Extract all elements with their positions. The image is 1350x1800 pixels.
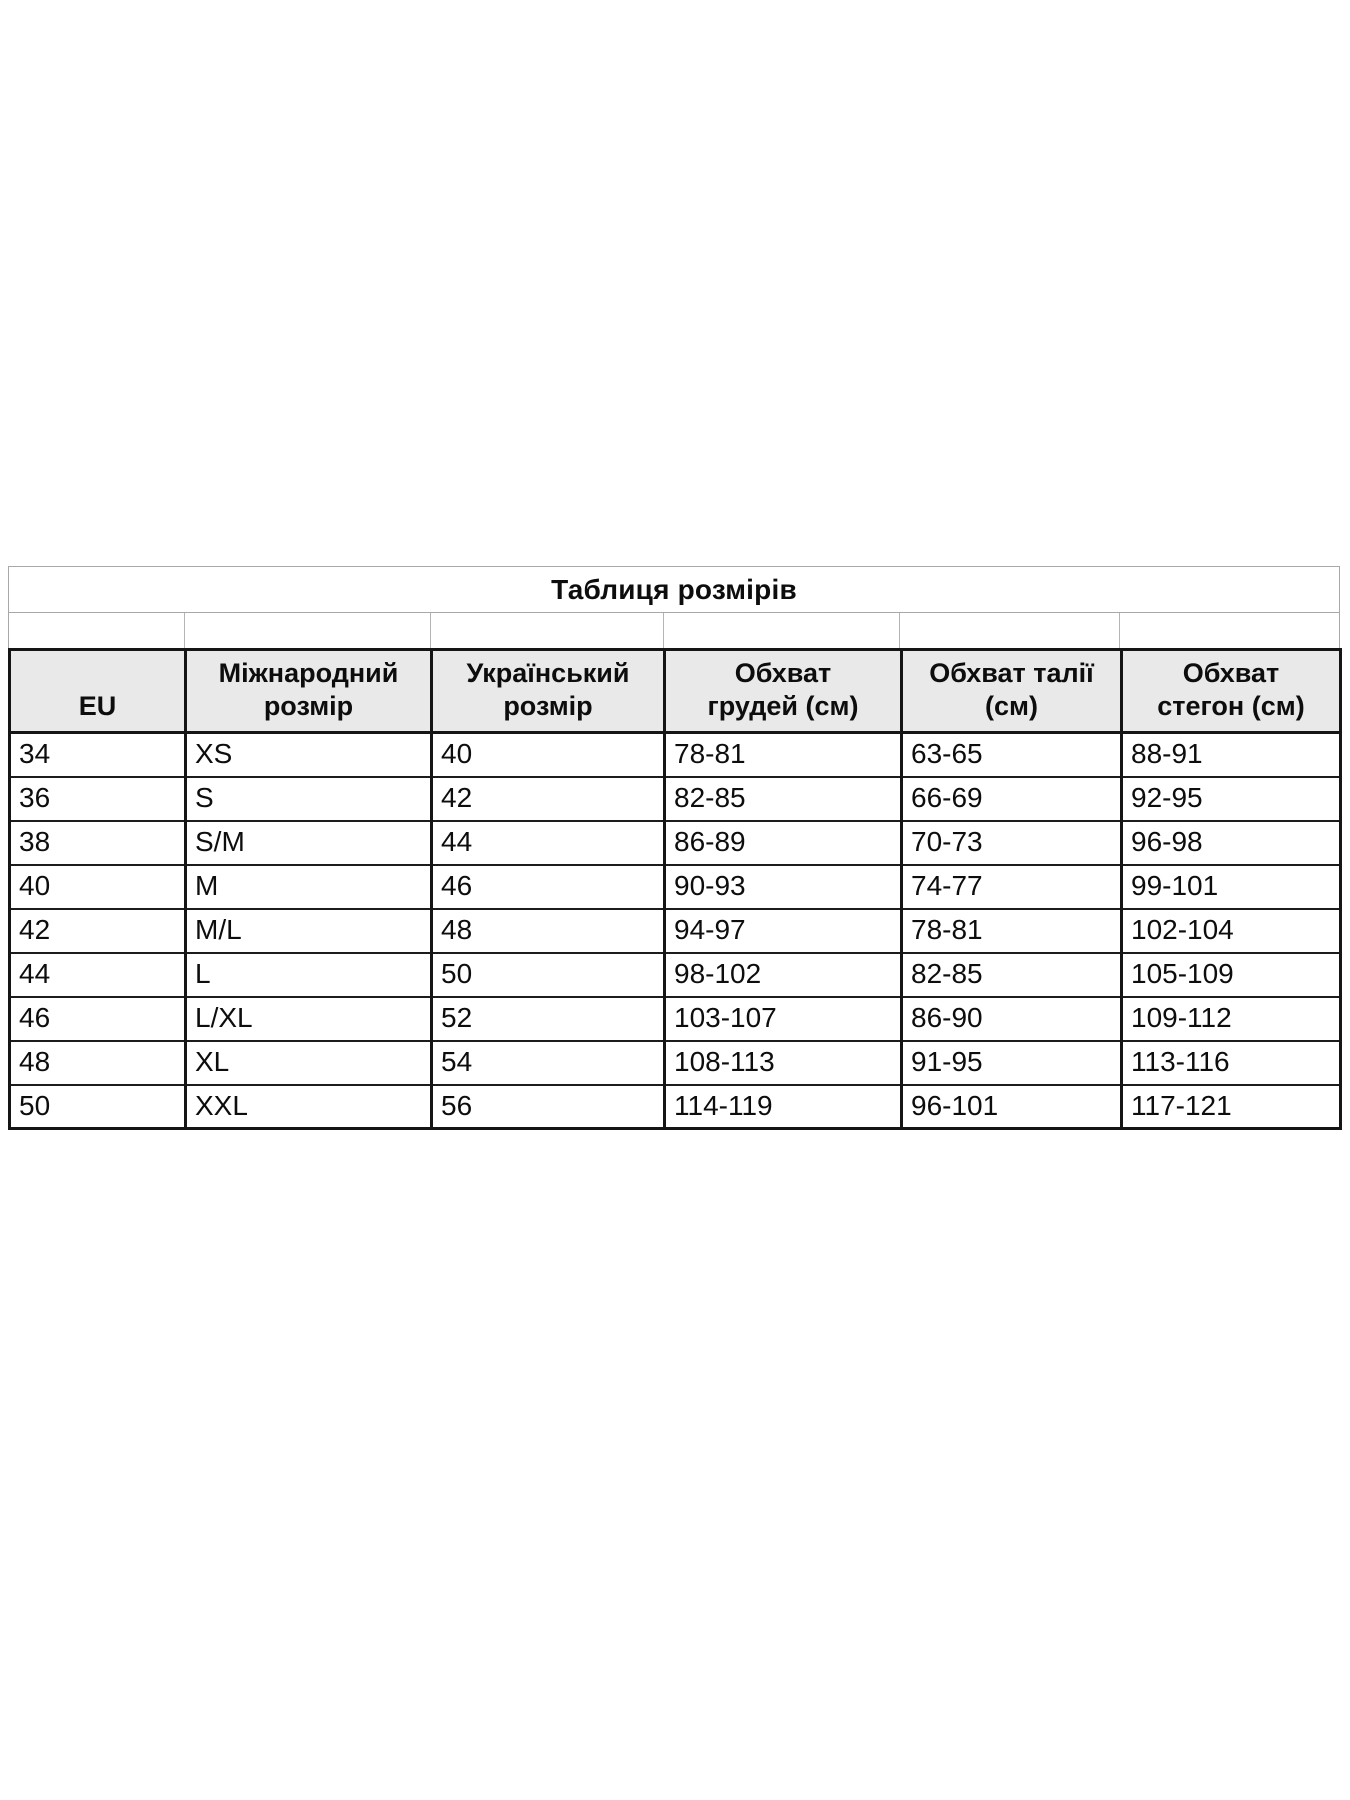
cell-international: S/M	[186, 821, 432, 865]
table-title: Таблиця розмірів	[551, 573, 797, 605]
cell-international: XL	[186, 1041, 432, 1085]
cell-chest: 98-102	[665, 953, 902, 997]
cell-international: L/XL	[186, 997, 432, 1041]
cell-eu: 50	[10, 1085, 186, 1129]
cell-ukrainian: 48	[432, 909, 665, 953]
cell-ukrainian: 42	[432, 777, 665, 821]
col-header-waist: Обхват талії (см)	[902, 650, 1122, 733]
cell-ukrainian: 50	[432, 953, 665, 997]
cell-hips: 88-91	[1122, 733, 1341, 777]
cell-international: M	[186, 865, 432, 909]
header-row	[10, 650, 1341, 733]
cell-ukrainian: 52	[432, 997, 665, 1041]
cell-hips: 99-101	[1122, 865, 1341, 909]
cell-waist: 78-81	[902, 909, 1122, 953]
col-header-eu: EU	[10, 650, 186, 733]
cell-ukrainian: 44	[432, 821, 665, 865]
cell-eu: 34	[10, 733, 186, 777]
spacer-cell	[431, 613, 664, 648]
cell-chest: 103-107	[665, 997, 902, 1041]
cell-chest: 108-113	[665, 1041, 902, 1085]
table-row	[10, 909, 1341, 953]
spacer-cell	[9, 613, 185, 648]
cell-ukrainian: 46	[432, 865, 665, 909]
spacer-cell	[900, 613, 1120, 648]
cell-eu: 38	[10, 821, 186, 865]
cell-waist: 86-90	[902, 997, 1122, 1041]
cell-ukrainian: 40	[432, 733, 665, 777]
cell-ukrainian: 54	[432, 1041, 665, 1085]
cell-waist: 82-85	[902, 953, 1122, 997]
cell-eu: 40	[10, 865, 186, 909]
cell-international: S	[186, 777, 432, 821]
cell-waist: 70-73	[902, 821, 1122, 865]
cell-eu: 44	[10, 953, 186, 997]
col-header-ukrainian: Український розмір	[432, 650, 665, 733]
cell-waist: 91-95	[902, 1041, 1122, 1085]
cell-eu: 42	[10, 909, 186, 953]
cell-international: XXL	[186, 1085, 432, 1129]
cell-chest: 78-81	[665, 733, 902, 777]
cell-international: XS	[186, 733, 432, 777]
cell-eu: 48	[10, 1041, 186, 1085]
table-row	[10, 821, 1341, 865]
cell-hips: 109-112	[1122, 997, 1341, 1041]
cell-international: M/L	[186, 909, 432, 953]
col-header-international: Міжнародний розмір	[186, 650, 432, 733]
cell-international: L	[186, 953, 432, 997]
cell-chest: 94-97	[665, 909, 902, 953]
cell-hips: 102-104	[1122, 909, 1341, 953]
size-table	[8, 648, 1342, 1130]
spacer-cell	[1120, 613, 1339, 648]
cell-waist: 96-101	[902, 1085, 1122, 1129]
col-header-hips: Обхват стегон (см)	[1122, 650, 1341, 733]
table-row	[10, 953, 1341, 997]
cell-chest: 86-89	[665, 821, 902, 865]
table-row	[10, 733, 1341, 777]
cell-hips: 96-98	[1122, 821, 1341, 865]
cell-chest: 90-93	[665, 865, 902, 909]
size-chart	[8, 566, 1340, 1130]
size-chart-title-row	[8, 566, 1340, 612]
col-header-chest: Обхват грудей (см)	[665, 650, 902, 733]
cell-chest: 114-119	[665, 1085, 902, 1129]
cell-chest: 82-85	[665, 777, 902, 821]
spacer-row	[8, 612, 1340, 648]
spacer-cell	[185, 613, 431, 648]
table-row	[10, 777, 1341, 821]
spacer-cell	[664, 613, 901, 648]
cell-eu: 46	[10, 997, 186, 1041]
cell-waist: 74-77	[902, 865, 1122, 909]
table-row	[10, 997, 1341, 1041]
cell-hips: 117-121	[1122, 1085, 1341, 1129]
cell-waist: 63-65	[902, 733, 1122, 777]
table-row	[10, 865, 1341, 909]
table-row	[10, 1041, 1341, 1085]
cell-hips: 92-95	[1122, 777, 1341, 821]
cell-waist: 66-69	[902, 777, 1122, 821]
cell-hips: 113-116	[1122, 1041, 1341, 1085]
cell-ukrainian: 56	[432, 1085, 665, 1129]
cell-hips: 105-109	[1122, 953, 1341, 997]
table-row	[10, 1085, 1341, 1129]
cell-eu: 36	[10, 777, 186, 821]
